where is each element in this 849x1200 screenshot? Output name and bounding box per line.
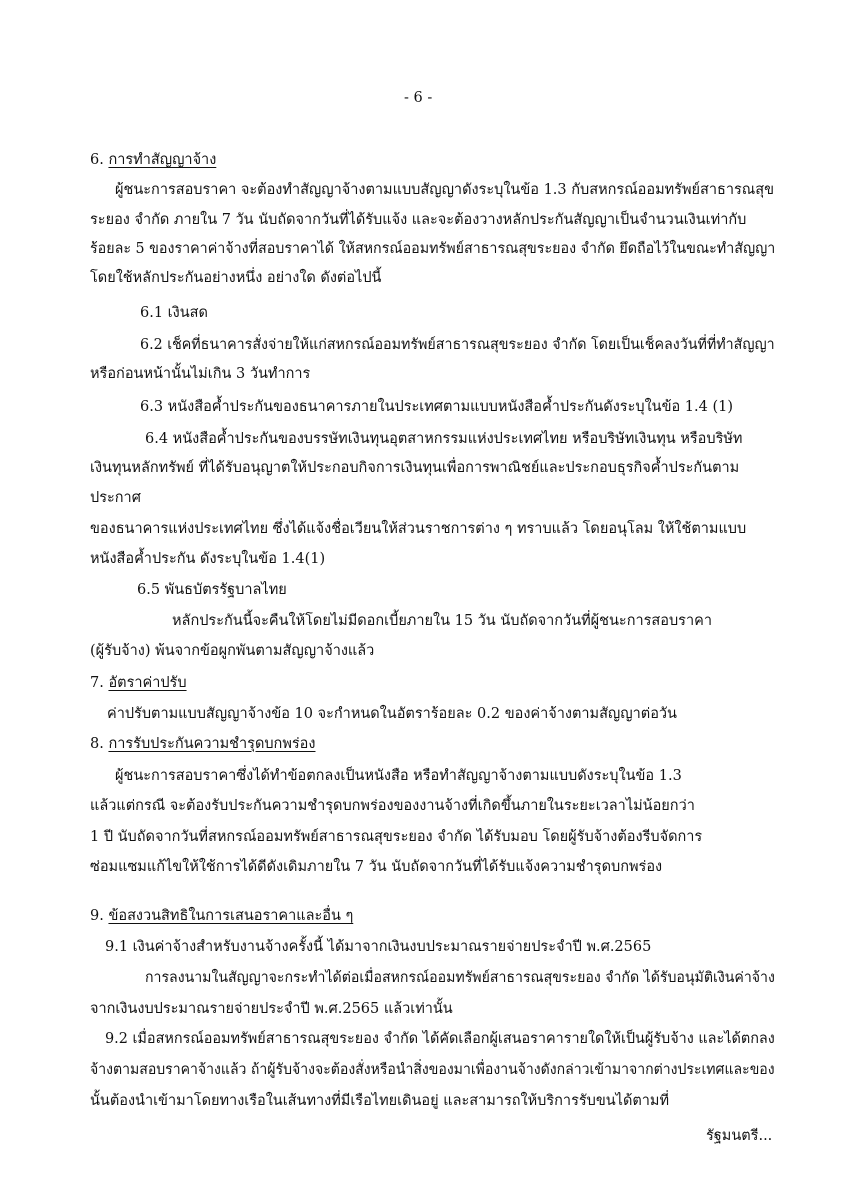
- section-8-line-2: แล้วแต่กรณี จะต้องรับประกันความชำรุดบกพร่องของงานจ้างที่เกิดขึ้นภายในระยะเวลาไม่น้อยกว่า: [90, 798, 695, 814]
- section-6-number: 6.: [90, 152, 104, 168]
- section-6-heading: [90, 150, 216, 170]
- return-line-2: (ผู้รับจ้าง) พ้นจากข้อผูกพันตามสัญญาจ้างแล้ว: [90, 643, 375, 659]
- section-6-line-3: ร้อยละ 5 ของราคาค่าจ้างที่สอบราคาได้ ให้สหกรณ์ออมทรัพย์สาธารณสุขระยอง จำกัด ยึดถือไว้ในขณะทำสัญญา: [90, 241, 776, 257]
- section-7-text: ค่าปรับตามแบบสัญญาจ้างข้อ 10 จะกำหนดในอัตราร้อยละ 0.2 ของค่าจ้างตามสัญญาต่อวัน: [107, 706, 677, 722]
- section-7-heading: [90, 673, 187, 693]
- section-9-title: ข้อสงวนสิทธิในการเสนอราคาและอื่น ๆ: [108, 908, 354, 924]
- section-9-1-signing-line-2: จากเงินงบประมาณรายจ่ายประจำปี พ.ศ.2565 แล้วเท่านั้น: [90, 1001, 453, 1017]
- section-6-line-2: ระยอง จำกัด ภายใน 7 วัน นับถัดจากวันที่ได้รับแจ้ง และจะต้องวางหลักประกันสัญญาเป็นจำนวนเงินเท่ากับ: [90, 212, 747, 228]
- section-8-heading: [90, 734, 315, 754]
- item-6-1: 6.1 เงินสด: [140, 305, 208, 321]
- item-6-4-line-4: ของธนาคารแห่งประเทศไทย ซึ่งได้แจ้งชื่อเวียนให้ส่วนราชการต่าง ๆ ทราบแล้ว โดยอนุโลม ให้ใช้ตามแบบ: [90, 521, 747, 537]
- section-7-title: อัตราค่าปรับ: [108, 675, 187, 691]
- page-number: - 6 -: [404, 90, 433, 106]
- section-8-number: 8.: [90, 736, 104, 752]
- section-7-number: 7.: [90, 675, 104, 691]
- section-6-line-1: ผู้ชนะการสอบราคา จะต้องทำสัญญาจ้างตามแบบสัญญาดังระบุในข้อ 1.3 กับสหกรณ์ออมทรัพย์สาธารณสุข: [115, 182, 775, 198]
- item-6-2-line-2: หรือก่อนหน้านั้นไม่เกิน 3 วันทำการ: [90, 366, 311, 382]
- section-6-line-4: โดยใช้หลักประกันอย่างหนึ่ง อย่างใด ดังต่อไปนี้: [90, 270, 382, 286]
- section-8-line-1: ผู้ชนะการสอบราคาซึ่งได้ทำข้อตกลงเป็นหนังสือ หรือทำสัญญาจ้างตามแบบดังระบุในข้อ 1.3: [115, 768, 682, 784]
- item-6-4-line-1: 6.4 หนังสือค้ำประกันของบรรษัทเงินทุนอุตสาหกรรมแห่งประเทศไทย หรือบริษัทเงินทุน หรือบริษัท: [145, 431, 743, 447]
- section-9-2-line-3: นั้นต้องนำเข้ามาโดยทางเรือในเส้นทางที่มีเรือไทยเดินอยู่ และสามารถให้บริการรับขนได้ตามที่: [90, 1093, 670, 1109]
- section-9-1: 9.1 เงินค่าจ้างสำหรับงานจ้างครั้งนี้ ได้มาจากเงินงบประมาณรายจ่ายประจำปี พ.ศ.2565: [105, 939, 652, 955]
- section-9-1-signing-line-1: การลงนามในสัญญาจะกระทำได้ต่อเมื่อสหกรณ์ออมทรัพย์สาธารณสุขระยอง จำกัด ได้รับอนุมัติเงินค่าจ้าง: [145, 970, 775, 986]
- item-6-3: 6.3 หนังสือค้ำประกันของธนาคารภายในประเทศตามแบบหนังสือค้ำประกันดังระบุในข้อ 1.4 (1): [140, 399, 734, 415]
- item-6-4-line-2: เงินทุนหลักทรัพย์ ที่ได้รับอนุญาตให้ประกอบกิจการเงินทุนเพื่อการพาณิชย์และประกอบธุรกิจค้ำประกันตาม: [90, 460, 740, 476]
- section-6-title: การทำสัญญาจ้าง: [108, 152, 217, 168]
- section-9-number: 9.: [90, 908, 104, 924]
- item-6-2-line-1: 6.2 เช็คที่ธนาคารสั่งจ่ายให้แก่สหกรณ์ออมทรัพย์สาธารณสุขระยอง จำกัด โดยเป็นเช็คลงวันที่ที่ทำสัญญา: [140, 337, 775, 353]
- section-9-heading: [90, 906, 353, 926]
- section-8-line-3: 1 ปี นับถัดจากวันที่สหกรณ์ออมทรัพย์สาธารณสุขระยอง จำกัด ได้รับมอบ โดยผู้รับจ้างต้องรีบจัดการ: [90, 829, 703, 845]
- item-6-4-line-3: ประกาศ: [90, 490, 141, 506]
- section-8-line-4: ซ่อมแซมแก้ไขให้ใช้การได้ดีดังเดิมภายใน 7 วัน นับถัดจากวันที่ได้รับแจ้งความชำรุดบกพร่อง: [90, 859, 663, 875]
- item-6-5: 6.5 พันธบัตรรัฐบาลไทย: [137, 582, 287, 598]
- item-6-4-line-5: หนังสือค้ำประกัน ดังระบุในข้อ 1.4(1): [90, 551, 326, 567]
- section-8-title: การรับประกันความชำรุดบกพร่อง: [108, 736, 316, 752]
- section-9-2-line-2: จ้างตามสอบราคาจ้างแล้ว ถ้าผู้รับจ้างจะต้องสั่งหรือนำสิ่งของมาเพื่องานจ้างดังกล่าวเข้ามาจากต่างประเทศและของ: [90, 1062, 775, 1078]
- continuation-marker: รัฐมนตรี...: [706, 1128, 773, 1144]
- return-line-1: หลักประกันนี้จะคืนให้โดยไม่มีดอกเบี้ยภายใน 15 วัน นับถัดจากวันที่ผู้ชนะการสอบราคา: [172, 613, 712, 629]
- section-9-2-line-1: 9.2 เมื่อสหกรณ์ออมทรัพย์สาธารณสุขระยอง จำกัด ได้คัดเลือกผู้เสนอราคารายใดให้เป็นผู้รับจ้าง และได้ตกลง: [105, 1031, 775, 1047]
